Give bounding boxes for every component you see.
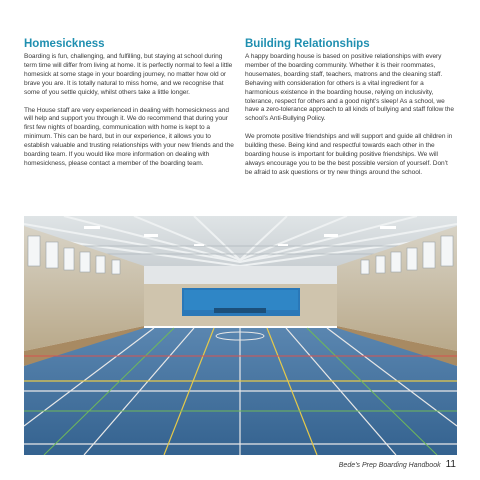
sports-hall-photo [24, 216, 457, 455]
relationships-paragraph-2: We promote positive friendships and will support and guide all children in building these. Being kind and respectful towards each other in the boarding house is important for building positive friendships. We will always encourage you to be the best possible version of yourself. Don’t be afraid to ask questions or try new things around the school. [245, 133, 453, 176]
page-footer [339, 459, 456, 470]
relationships-heading: Building Relationships [245, 38, 370, 50]
page-number: 11 [445, 459, 456, 470]
right-column [245, 38, 455, 178]
homesickness-heading: Homesickness [24, 38, 105, 50]
homesickness-paragraph-1: Boarding is fun, challenging, and fulfilling, but staying at school during term time will differ from living at home. It is perfectly normal to feel a little homesick at some stage in your boarding journey, no matter how old or brave you are. It is totally natural to miss home, and we recognise that some of you settle quickly, whilst others take a little longer. [24, 53, 233, 96]
homesickness-paragraph-2: The House staff are very experienced in dealing with homesickness and will help and support you through it. We do recommend that during your first few nights of boarding, communication with home is kept to a minimum. This can be hard, but in our experience, it allows you to establish valuable and trusting relationships with your new friends and the boarding team. If you would like more information on dealing with homesickness, please contact a member of the boarding team. [24, 106, 234, 167]
handbook-title: Bede’s Prep Boarding Handbook [338, 462, 441, 469]
relationships-paragraph-1: A happy boarding house is based on positive relationships with every member of the boarding community. Whether it is their roommates, housemates, boarding staff, teachers, matrons and the cleaning staff. Behaving with consideration for others is a vital ingredient for a harmonious existence in the boarding house, relying on inclusivity, tolerance, respect for others and a good night’s sleep! As a school, we have a zero-tolerance approach to all kinds of bullying and staff follow the school’s Anti-Bullying Policy. [245, 53, 454, 123]
left-column [24, 38, 234, 169]
